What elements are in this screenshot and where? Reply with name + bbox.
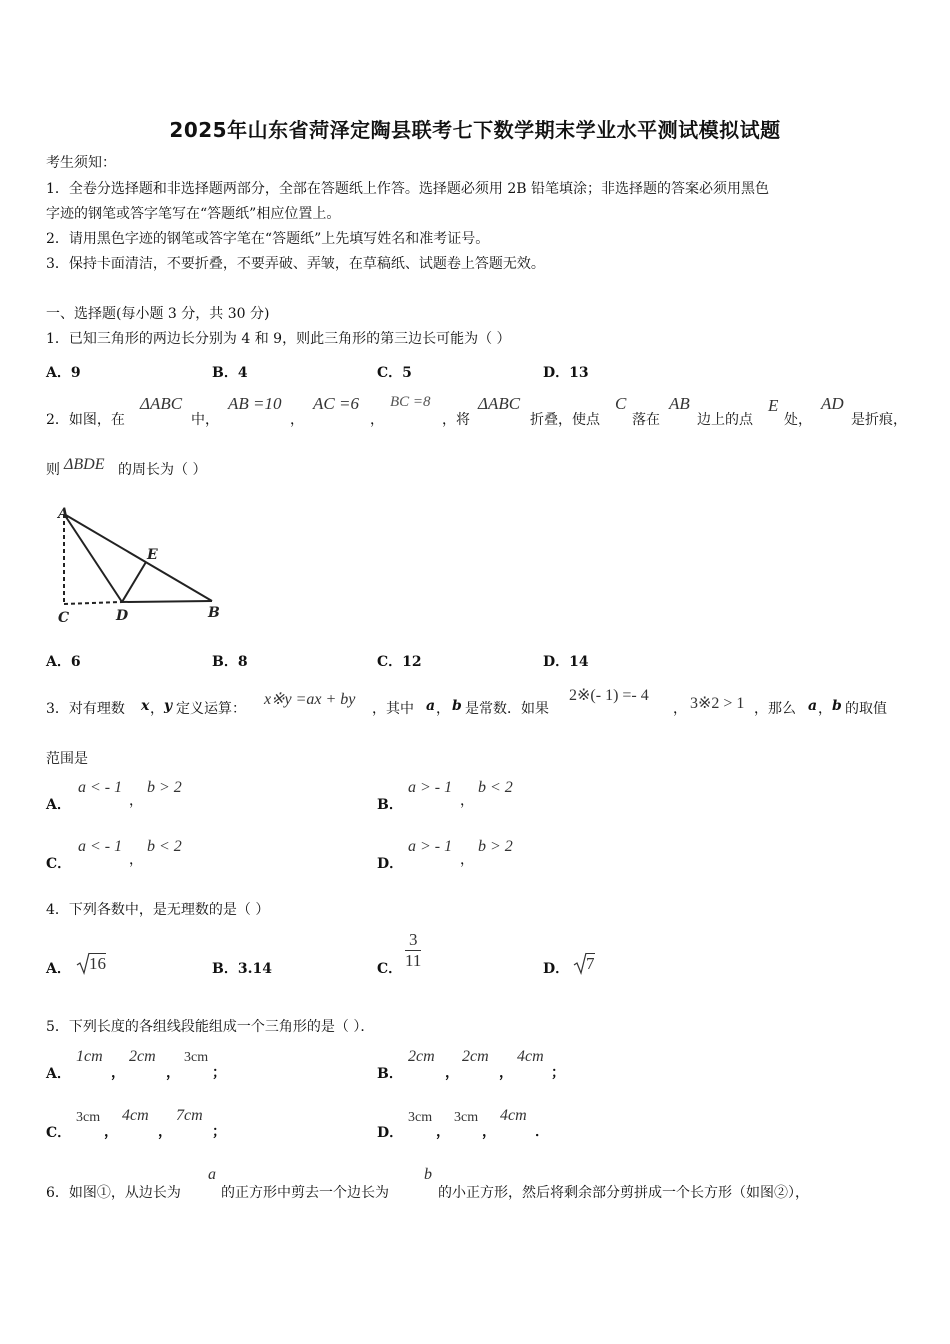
q2-math-e: E [768,396,779,415]
q3-option-b-m2: b < 2 [478,779,513,796]
notice-line-3: 3．保持卡面清洁，不要折叠，不要弄破、弄皱，在草稿纸、试题卷上答题无效。 [46,256,545,272]
q2-math-bc: BC =8 [390,394,431,410]
q1-stem: 1．已知三角形的两边长分别为 4 和 9，则此三角形的第三边长可能为（ ） [46,331,511,347]
q3-option-c-comma: ， [129,852,143,868]
q5-option-b-v3: 4cm [517,1048,544,1065]
q4-option-c-label[interactable]: C． [377,961,403,977]
q3-option-a-m1: a < - 1 [78,779,123,796]
q5-option-b-end: ； [551,1065,565,1081]
q3-text-5: 的取值 [845,701,887,717]
q2-stem-start: 2．如图，在 [46,412,125,428]
page-title: 2025年山东省菏泽定陶县联考七下数学期末学业水平测试模拟试题 [169,118,781,142]
q3-comma-3: ， [673,701,687,717]
q5-option-a-label[interactable]: A． [46,1066,71,1082]
q2-fig-label-b: B [208,605,220,621]
q2-fig-line-de [122,562,146,602]
q5-option-a-c2: ， [166,1065,180,1081]
q2-triangle-figure [50,500,235,630]
q3-option-b-comma: ， [460,793,474,809]
q2-fig-label-a: A [58,506,69,522]
q2-math-c: C [615,394,627,413]
q3-text-2: ，其中 [372,701,414,717]
q4-option-c-numerator: 3 [405,930,421,951]
q4-option-a-value: 16 [89,954,106,973]
q2-math-ac: AC =6 [313,394,359,413]
q5-option-a-c1: ， [111,1065,125,1081]
q3-var-b: b [452,698,462,714]
q4-option-b[interactable]: B．3.14 [212,961,272,977]
q2-line2-start: 则 [46,462,60,478]
q5-option-d-label[interactable]: D． [377,1125,404,1141]
q6-text-2: 的小正方形，然后将剩余部分剪拼成一个长方形（如图②）， [438,1185,809,1201]
q3-math-cond1: 2※(- 1) =- 4 [569,687,649,704]
notice-heading: 考生须知： [46,155,116,171]
q5-option-b-label[interactable]: B． [377,1066,403,1082]
q4-option-a-label[interactable]: A． [46,961,71,977]
q2-fig-line-cd [64,602,122,604]
q2-option-c[interactable]: C．12 [377,654,422,670]
q3-comma-2: ， [436,701,450,717]
q4-option-d-value: 7 [586,954,595,973]
q4-option-d-radical-icon [573,951,587,975]
q6-text-1: 的正方形中剪去一个边长为 [221,1185,389,1201]
q3-option-d-comma: ， [460,852,474,868]
q4-option-c-denominator: 11 [405,951,422,970]
q3-var-a-2: a [808,698,818,714]
q3-text-4: ，那么 [754,701,796,717]
q5-option-c-end: ； [212,1124,226,1140]
q3-text-1: 定义运算： [176,701,246,717]
q3-text-3: 是常数．如果 [465,701,549,717]
q5-option-c-v3: 7cm [176,1107,203,1124]
notice-line-1a: 1．全卷分选择题和非选择题两部分，全部在答题纸上作答。选择题必须用 2B 铅笔填涂；非选择题的答案必须用黑色 [46,181,769,197]
q3-option-c-label[interactable]: C． [46,856,72,872]
q5-option-c-label[interactable]: C． [46,1125,72,1141]
q2-fig-line-ad [64,514,122,602]
q2-math-bde: ΔBDE [64,456,105,473]
q5-option-c-v1: 3cm [76,1110,101,1125]
q2-fig-label-e: E [147,547,158,563]
q2-text-5: 折叠，使点 [530,412,600,428]
q1-option-b[interactable]: B．4 [212,365,248,381]
q6-var-a: a [208,1166,216,1183]
q3-var-b-2: b [832,698,842,714]
q2-fig-line-db [122,601,212,602]
q6-stem-start: 6．如图①，从边长为 [46,1185,181,1201]
q5-option-b-c1: ， [445,1065,459,1081]
q4-option-a-radical-icon [76,951,90,975]
notice-line-2: 2．请用黑色字迹的钢笔或答字笔在“答题纸”上先填写姓名和准考证号。 [46,231,490,247]
q1-option-a[interactable]: A．9 [46,365,81,381]
q4-option-c-fraction [405,930,421,971]
q2-option-b[interactable]: B．8 [212,654,248,670]
q3-option-d-m1: a > - 1 [408,838,453,855]
q4-stem: 4．下列各数中，是无理数的是（ ） [46,902,270,918]
q6-var-b: b [424,1166,432,1183]
q3-option-a-m2: b > 2 [147,779,182,796]
q5-option-c-c2: ， [158,1124,172,1140]
q2-fig-line-ab [64,514,212,601]
q2-text-8: 处， [784,412,812,428]
q2-text-6: 落在 [632,412,660,428]
q2-math-abc-2: ΔABC [478,394,521,413]
notice-line-1b: 字迹的钢笔或答字笔写在“答题纸”相应位置上。 [46,206,341,222]
q5-option-b-v2: 2cm [462,1048,489,1065]
q2-math-ad: AD [821,394,844,413]
q2-line2-end: 的周长为（ ） [118,462,207,478]
q3-option-d-m2: b > 2 [478,838,513,855]
q3-line2: 范围是 [46,751,88,767]
q1-option-c[interactable]: C．5 [377,365,412,381]
q3-var-a: a [426,698,436,714]
q2-text-1: 中， [191,412,219,428]
q2-option-a[interactable]: A．6 [46,654,81,670]
q5-option-c-c1: ， [104,1124,118,1140]
section-heading: 一、选择题(每小题 3 分，共 30 分) [46,306,270,322]
q5-option-d-v2: 3cm [454,1110,479,1125]
q5-option-b-c2: ， [499,1065,513,1081]
q2-text-2: ， [290,412,304,428]
q2-text-4: ，将 [442,412,470,428]
q2-fig-label-c: C [58,610,70,626]
q4-option-d-label[interactable]: D． [543,961,570,977]
q5-option-a-v2: 2cm [129,1048,156,1065]
q2-math-ab: AB =10 [228,394,282,413]
q2-math-abc: ΔABC [140,394,183,413]
q2-fig-label-d: D [116,608,129,624]
q3-option-d-label[interactable]: D． [377,856,404,872]
q3-var-x: x [141,698,150,714]
q2-math-ab-2: AB [669,394,690,413]
q3-stem-start: 3．对有理数 [46,701,125,717]
q3-option-a-label[interactable]: A． [46,797,71,813]
q3-comma-4: ， [818,701,832,717]
q3-math-cond2: 3※2 > 1 [690,695,745,712]
q3-option-b-m1: a > - 1 [408,779,453,796]
q5-option-c-v2: 4cm [122,1107,149,1124]
q3-math-def: x※y =ax + by [264,691,356,708]
q5-option-a-v3: 3cm [184,1050,209,1065]
q5-option-d-v1: 3cm [408,1110,433,1125]
q2-text-9: 是折痕， [851,412,907,428]
q2-option-d[interactable]: D．14 [543,654,589,670]
q3-option-c-m2: b < 2 [147,838,182,855]
q5-option-d-end: ． [535,1124,549,1140]
q3-comma-1: ， [150,701,164,717]
q3-option-a-comma: ， [129,793,143,809]
q3-var-y: y [164,698,173,714]
q3-option-b-label[interactable]: B． [377,797,403,813]
q2-text-3: ， [370,412,384,428]
q5-stem: 5．下列长度的各组线段能组成一个三角形的是（ ）． [46,1019,375,1035]
q3-option-c-m1: a < - 1 [78,838,123,855]
q5-option-d-c1: ， [436,1124,450,1140]
q5-option-b-v1: 2cm [408,1048,435,1065]
q1-option-d[interactable]: D．13 [543,365,589,381]
q2-text-7: 边上的点 [697,412,753,428]
q5-option-a-end: ； [212,1065,226,1081]
q5-option-d-c2: ， [482,1124,496,1140]
q5-option-a-v1: 1cm [76,1048,103,1065]
q5-option-d-v3: 4cm [500,1107,527,1124]
